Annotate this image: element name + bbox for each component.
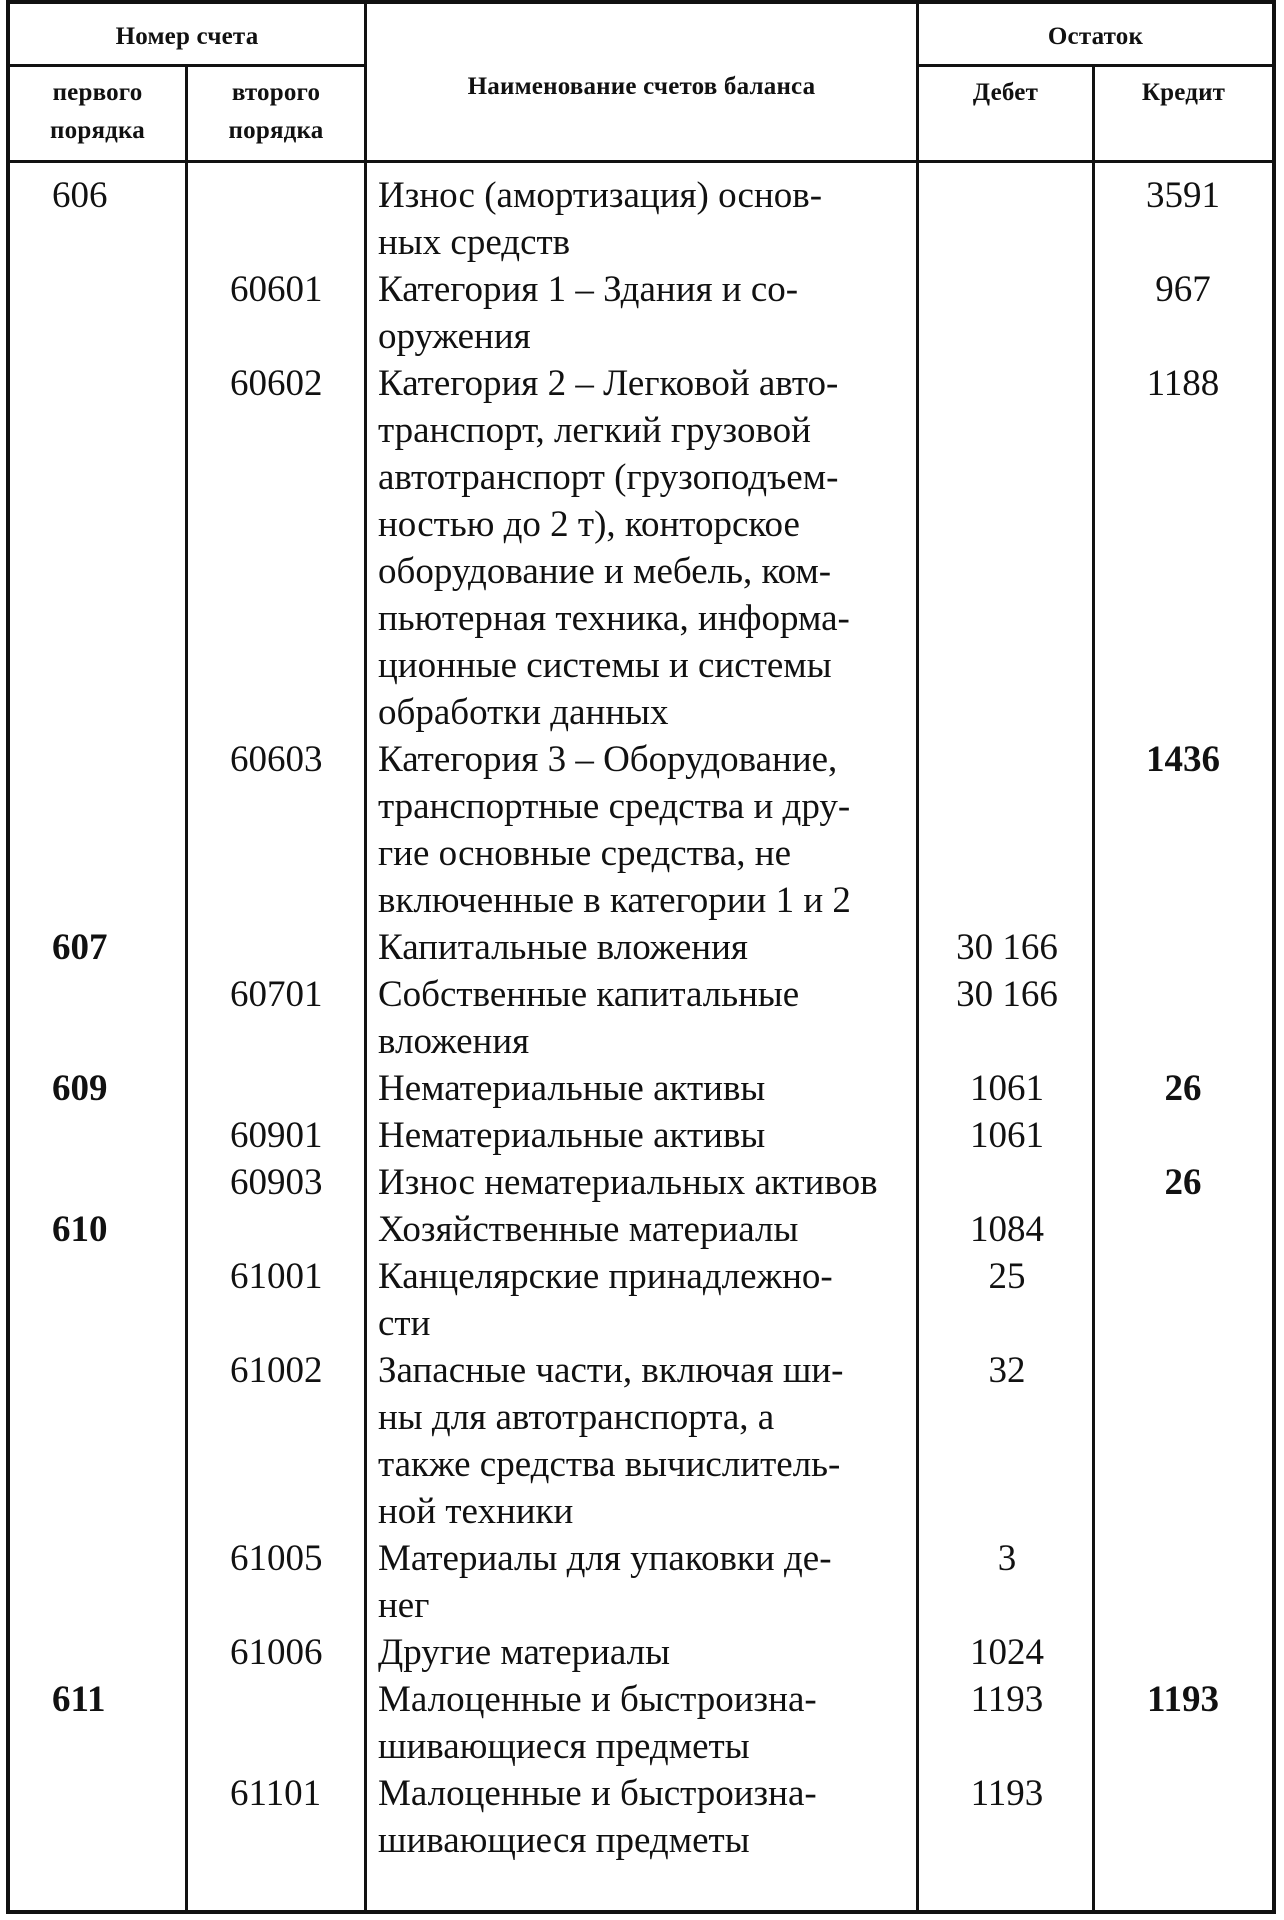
debit-balance: 1061 xyxy=(970,1115,1044,1156)
second-order-account: 61006 xyxy=(230,1632,323,1673)
header-debit: Дебет xyxy=(972,79,1039,106)
second-order-account: 61002 xyxy=(230,1350,323,1391)
debit-balance: 1193 xyxy=(970,1679,1044,1720)
debit-balance: 25 xyxy=(988,1256,1026,1297)
credit-balance: 967 xyxy=(1155,269,1211,310)
account-name: Нематериальные активы xyxy=(378,1115,766,1156)
header-account-number: Номер счета xyxy=(115,23,259,50)
second-order-account: 60602 xyxy=(230,363,323,404)
account-name: Износ нематериальных активов xyxy=(378,1162,878,1203)
first-order-account: 607 xyxy=(52,927,108,968)
account-name: Канцелярские принадлежно- сти xyxy=(378,1256,833,1344)
credit-balance: 1193 xyxy=(1147,1679,1219,1720)
first-order-account: 606 xyxy=(52,175,108,216)
account-name: Категория 1 – Здания и со- оружения xyxy=(378,269,799,357)
credit-balance: 1188 xyxy=(1146,363,1220,404)
debit-balance: 1084 xyxy=(970,1209,1044,1250)
header-bottom-rule xyxy=(10,160,1272,163)
first-order-account: 611 xyxy=(52,1679,106,1720)
header-balance: Остаток xyxy=(1047,23,1144,50)
account-name: Износ (амортизация) основ- ных средств xyxy=(378,175,823,263)
header-second-order: второго порядка xyxy=(228,79,324,144)
header-account-name: Наименование счетов баланса xyxy=(467,73,816,100)
account-name: Запасные части, включая ши- ны для автотранспорта, а также средства вычислитель- ной техники xyxy=(378,1350,844,1532)
account-name: Нематериальные активы xyxy=(378,1068,766,1109)
account-name: Собственные капитальные вложения xyxy=(378,974,800,1062)
table-row xyxy=(10,1629,1272,1676)
credit-balance: 26 xyxy=(1164,1162,1202,1203)
second-order-account: 60603 xyxy=(230,739,323,780)
account-name: Малоценные и быстроизна- шивающиеся предметы xyxy=(378,1773,817,1861)
table-row xyxy=(10,172,1272,266)
table-row xyxy=(10,736,1272,924)
account-name: Малоценные и быстроизна- шивающиеся предметы xyxy=(378,1679,817,1767)
credit-balance: 1436 xyxy=(1146,739,1220,780)
credit-balance: 26 xyxy=(1164,1068,1202,1109)
table-row xyxy=(10,1535,1272,1629)
header-divider xyxy=(10,64,364,67)
table-row xyxy=(10,1159,1272,1206)
second-order-account: 61101 xyxy=(230,1773,322,1814)
debit-balance: 30 166 xyxy=(956,974,1058,1015)
debit-balance: 3 xyxy=(997,1538,1017,1579)
table-row xyxy=(10,1206,1272,1253)
credit-balance: 3591 xyxy=(1146,175,1220,216)
second-order-account: 60901 xyxy=(230,1115,323,1156)
second-order-account: 61001 xyxy=(230,1256,323,1297)
header-credit: Кредит xyxy=(1141,79,1226,106)
account-name: Материалы для упаковки де- нег xyxy=(378,1538,832,1626)
table-row xyxy=(10,1253,1272,1347)
table-row xyxy=(10,1770,1272,1864)
account-name: Капитальные вложения xyxy=(378,927,748,968)
header-divider xyxy=(916,64,1272,67)
debit-balance: 30 166 xyxy=(956,927,1058,968)
header-first-order: первого порядка xyxy=(50,79,145,144)
table-row xyxy=(10,266,1272,360)
account-name: Хозяйственные материалы xyxy=(378,1209,799,1250)
account-name: Категория 3 – Оборудование, транспортные средства и дру- гие основные средства, не включенные в категории 1 и 2 xyxy=(378,739,851,921)
second-order-account: 60701 xyxy=(230,974,323,1015)
table-row xyxy=(10,1347,1272,1535)
debit-balance: 1061 xyxy=(970,1068,1044,1109)
table-row xyxy=(10,1112,1272,1159)
table-row xyxy=(10,971,1272,1065)
table-row xyxy=(10,1676,1272,1770)
first-order-account: 609 xyxy=(52,1068,108,1109)
account-name: Категория 2 – Легковой авто- транспорт, легкий грузовой автотранспорт (грузоподъем- ностью до 2 т), конторское оборудование и мебель, ком- пьютерная техника, информа- ционные системы и системы обработки данных xyxy=(378,363,850,733)
account-name: Другие материалы xyxy=(378,1632,670,1673)
debit-balance: 1024 xyxy=(970,1632,1044,1673)
debit-balance: 1193 xyxy=(970,1773,1044,1814)
second-order-account: 61005 xyxy=(230,1538,323,1579)
balance-accounts-table xyxy=(6,0,1276,1914)
second-order-account: 60903 xyxy=(230,1162,323,1203)
table-row xyxy=(10,360,1272,736)
table-row xyxy=(10,924,1272,971)
table-row xyxy=(10,1065,1272,1112)
first-order-account: 610 xyxy=(52,1209,108,1250)
table-body xyxy=(10,172,1272,1864)
debit-balance: 32 xyxy=(988,1350,1026,1391)
second-order-account: 60601 xyxy=(230,269,323,310)
